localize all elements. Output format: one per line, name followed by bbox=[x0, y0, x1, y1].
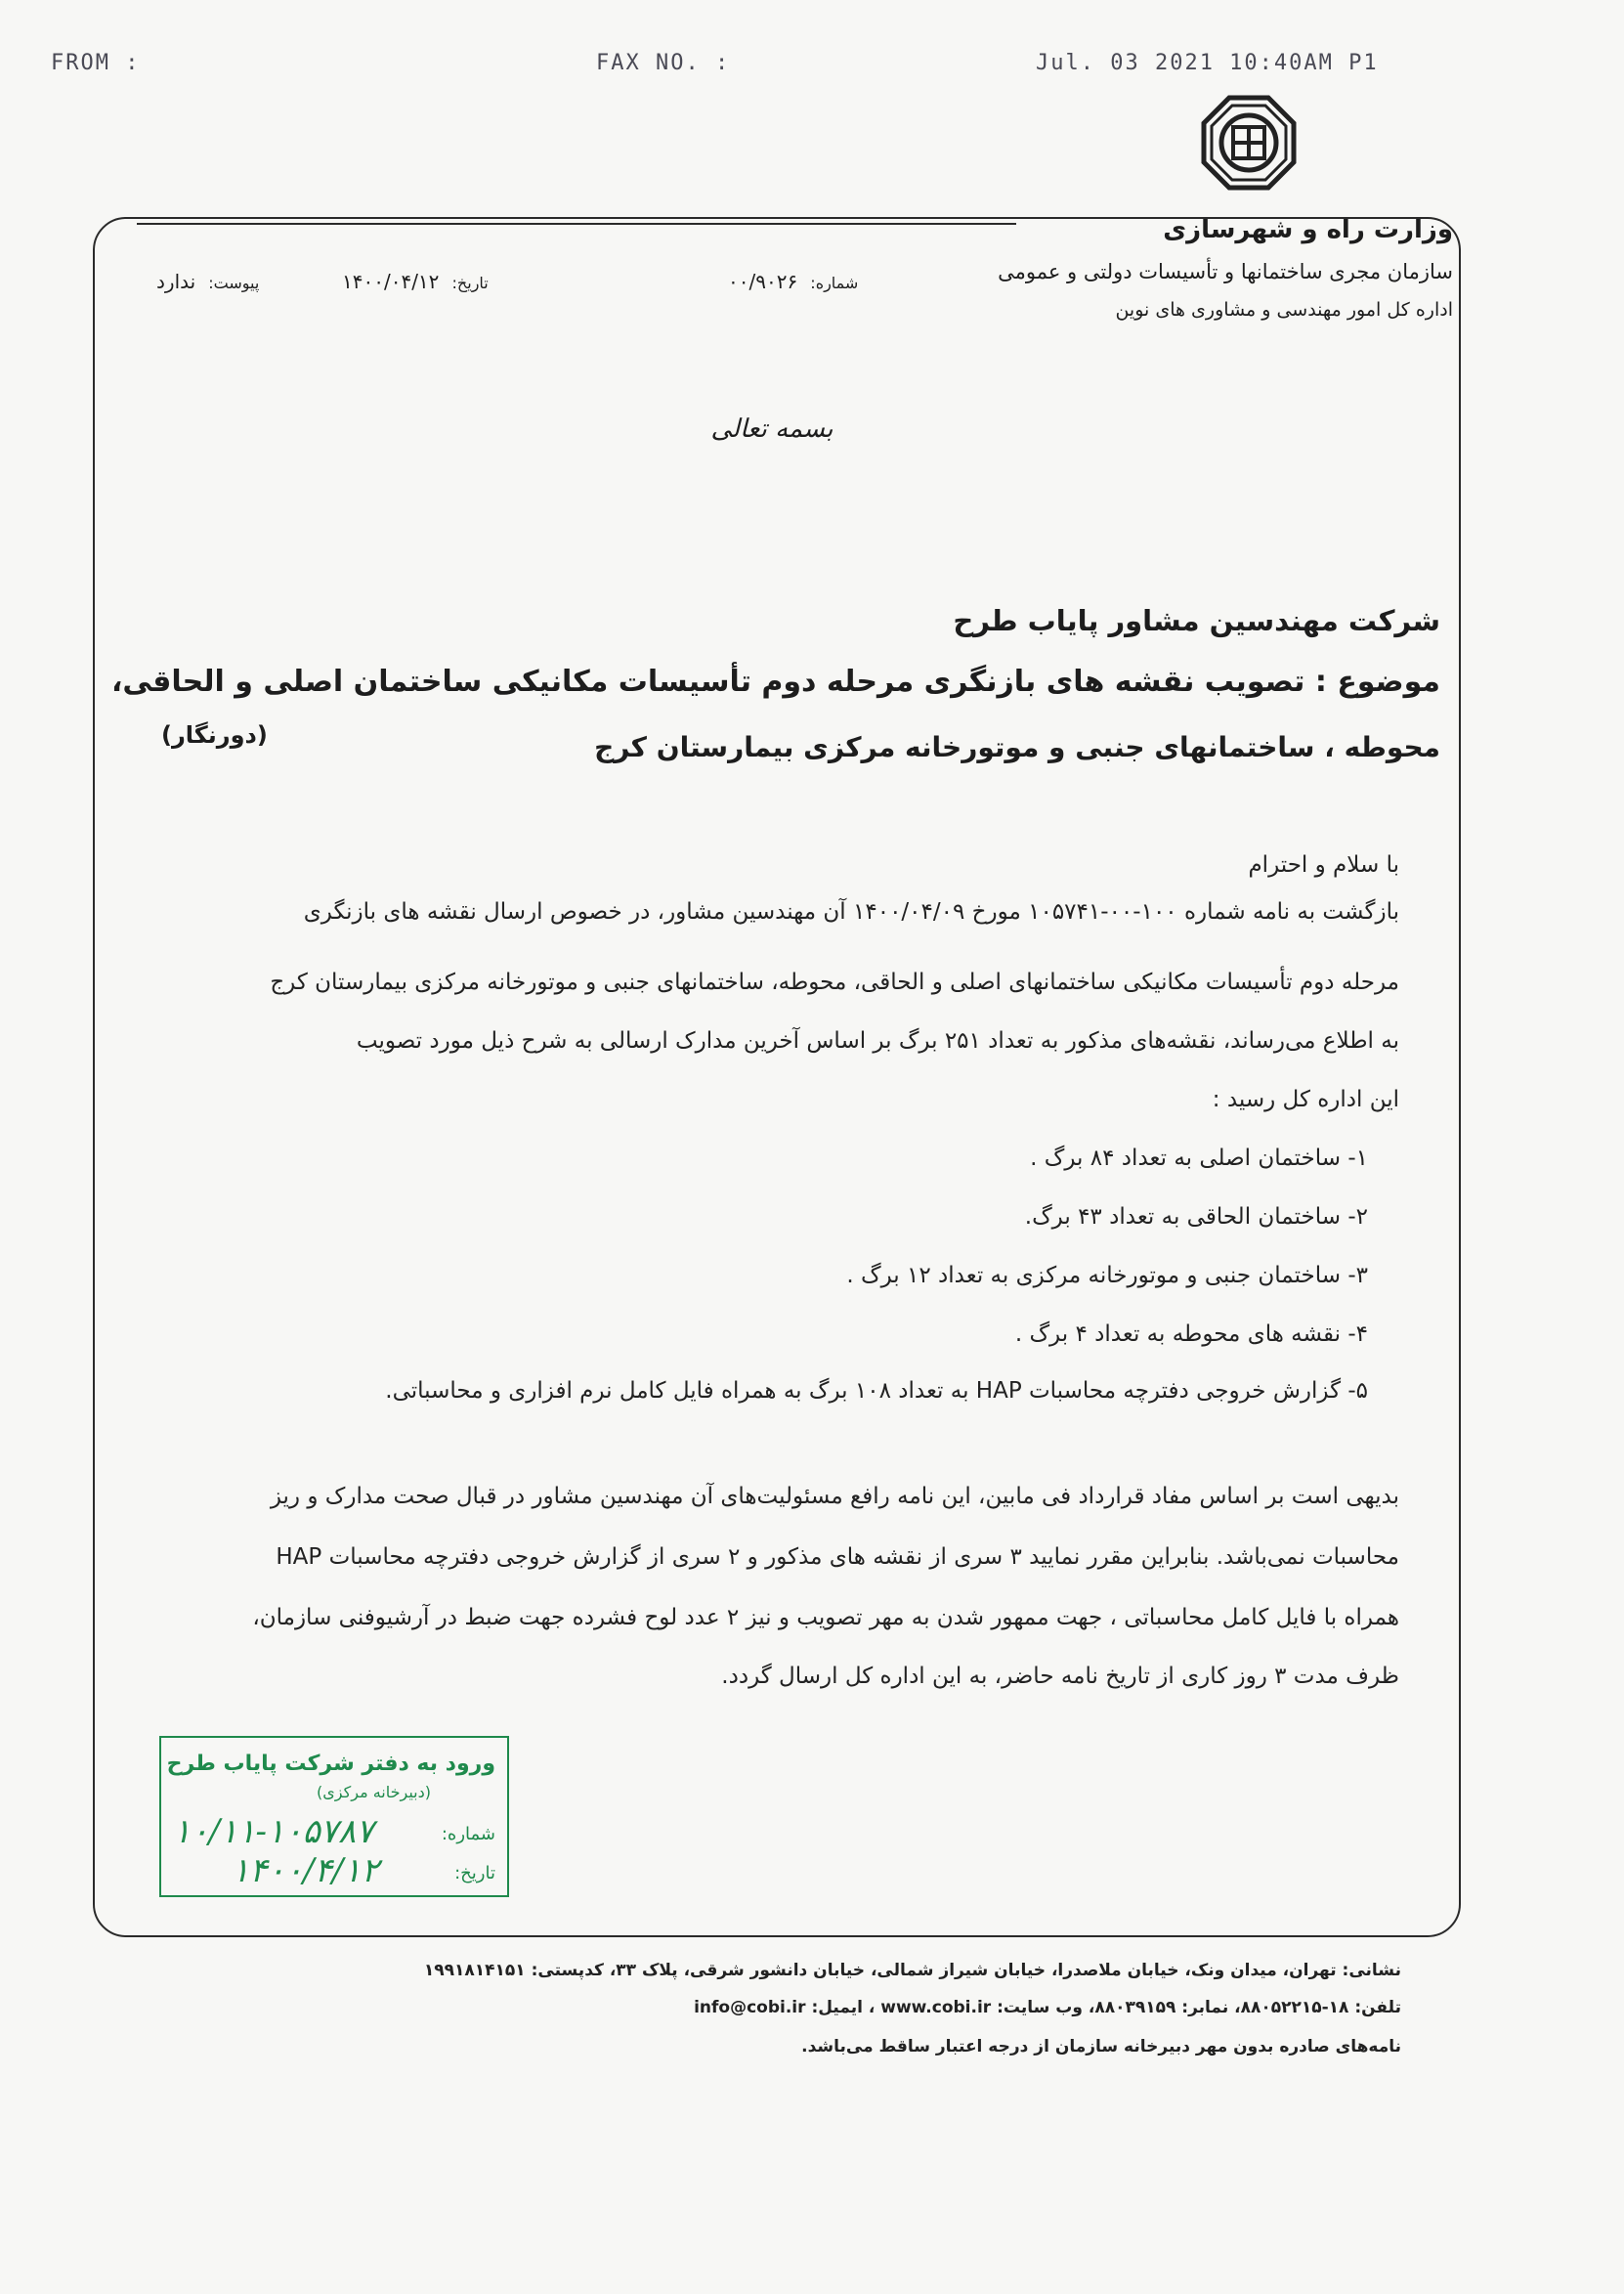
receipt-stamp bbox=[159, 1736, 509, 1897]
stamp-subtitle: (دبیرخانه مرکزی) bbox=[317, 1783, 431, 1801]
list-item: ۵- گزارش خروجی دفترچه محاسبات HAP به تعداد ۱۰۸ برگ به همراه فایل کامل نرم افزاری و محاسباتی. bbox=[385, 1378, 1368, 1404]
department-name: اداره کل امور مهندسی و مشاوری های نوین bbox=[1115, 299, 1453, 321]
paragraph-1-line-3: به اطلاع می‌رساند، نقشه‌های مذکور به تعداد ۲۵۱ برگ بر اساس آخرین مدارک ارسالی به شرح ذیل مورد تصویب bbox=[356, 1028, 1399, 1054]
paragraph-1-line-4: این اداره کل رسید : bbox=[1212, 1087, 1399, 1112]
list-item: ۴- نقشه های محوطه به تعداد ۴ برگ . bbox=[1014, 1321, 1368, 1347]
footer-address: نشانی: تهران، میدان ونک، خیابان ملاصدرا، خیابان شیراز شمالی، خیابان دانشور شرقی، پلاک ۳۳، کدپستی: ۱۹۹۱۸۱۴۱۵۱ bbox=[423, 1961, 1401, 1980]
paragraph-2-line-4: ظرف مدت ۳ روز کاری از تاریخ نامه حاضر، به این اداره کل ارسال گردد. bbox=[721, 1664, 1399, 1689]
list-item: ۲- ساختمان الحاقی به تعداد ۴۳ برگ. bbox=[1024, 1204, 1368, 1230]
letter-number-label: شماره: bbox=[810, 274, 859, 292]
header-rule bbox=[137, 223, 1016, 225]
letter-attachment bbox=[156, 270, 259, 293]
organization-name: سازمان مجری ساختمانها و تأسیسات دولتی و عمومی bbox=[998, 260, 1453, 283]
paragraph-2-line-1: بدیهی است بر اساس مفاد قرارداد فی مابین، این نامه رافع مسئولیت‌های آن مهندسین مشاور در قبال صحت مدارک و ریز bbox=[270, 1484, 1399, 1509]
stamp-date-label: تاریخ: bbox=[454, 1863, 495, 1883]
list-item: ۱- ساختمان اصلی به تعداد ۸۴ برگ . bbox=[1030, 1146, 1368, 1171]
fax-date-time: Jul. 03 2021 10:40AM P1 bbox=[1036, 51, 1379, 75]
letter-attachment-label: پیوست: bbox=[208, 274, 260, 292]
greeting: با سلام و احترام bbox=[1248, 852, 1399, 878]
stamp-number-label: شماره: bbox=[441, 1824, 495, 1844]
stamp-number-value: ۱۰/۱۱-۱۰۵۷۸۷ bbox=[173, 1812, 374, 1851]
paragraph-2-line-3: همراه با فایل کامل محاسباتی ، جهت ممهور شدن به مهر تصویب و نیز ۲ عدد لوح فشرده جهت ضبط در آرشیوفنی سازمان، bbox=[252, 1605, 1399, 1630]
bismillah-heading: بسمه تعالی bbox=[710, 414, 833, 444]
remote-tag: (دورنگار) bbox=[161, 721, 268, 749]
footer-notice: نامه‌های صادره بدون مهر دبیرخانه سازمان از درجه اعتبار ساقط می‌باشد. bbox=[801, 2037, 1401, 2056]
letter-number bbox=[728, 270, 858, 293]
ministry-logo bbox=[1200, 94, 1298, 192]
paragraph-2-line-2: محاسبات نمی‌باشد. بنابراین مقرر نمایید ۳ سری از نقشه های مذکور و ۲ سری از گزارش خروجی دفترچه محاسبات HAP bbox=[276, 1544, 1399, 1570]
ministry-name: وزارت راه و شهرسازی bbox=[1163, 215, 1453, 244]
recipient-name: شرکت مهندسین مشاور پایاب طرح bbox=[953, 604, 1440, 637]
letter-number-value: ۰۰/۹۰۲۶ bbox=[728, 270, 798, 293]
paragraph-1-line-1: بازگشت به نامه شماره ۱۰۰-۰۰-۱۰۵۷۴۱ مورخ ۱۴۰۰/۰۴/۰۹ آن مهندسین مشاور، در خصوص ارسال نقشه های بازنگری bbox=[303, 899, 1399, 925]
list-item: ۳- ساختمان جنبی و موتورخانه مرکزی به تعداد ۱۲ برگ . bbox=[846, 1263, 1368, 1288]
subject-line-2: محوطه ، ساختمانهای جنبی و موتورخانه مرکزی بیمارستان کرج bbox=[594, 731, 1440, 763]
footer-contact: تلفن: ۱۸-۸۸۰۵۲۲۱۵، نمابر: ۸۸۰۳۹۱۵۹، وب سایت: www.cobi.ir ، ایمیل: info@cobi.ir bbox=[694, 1998, 1401, 2017]
paragraph-1-line-2: مرحله دوم تأسیسات مکانیکی ساختمانهای اصلی و الحاقی، محوطه، ساختمانهای جنبی و موتورخانه مرکزی بیمارستان کرج bbox=[270, 970, 1399, 995]
letter-attachment-value: ندارد bbox=[156, 270, 196, 293]
letter-date-label: تاریخ: bbox=[451, 274, 489, 292]
stamp-date-value: ۱۴۰۰/۴/۱۲ bbox=[232, 1851, 379, 1890]
fax-number-label: FAX NO. : bbox=[596, 51, 731, 75]
letter-date bbox=[342, 270, 489, 293]
subject-line-1: موضوع : تصویب نقشه های بازنگری مرحله دوم تأسیسات مکانیکی ساختمان اصلی و الحاقی، bbox=[110, 665, 1440, 699]
stamp-title: ورود به دفتر شرکت پایاب طرح bbox=[166, 1752, 495, 1776]
fax-from-label: FROM : bbox=[51, 51, 141, 75]
letter-date-value: ۱۴۰۰/۰۴/۱۲ bbox=[342, 270, 440, 293]
